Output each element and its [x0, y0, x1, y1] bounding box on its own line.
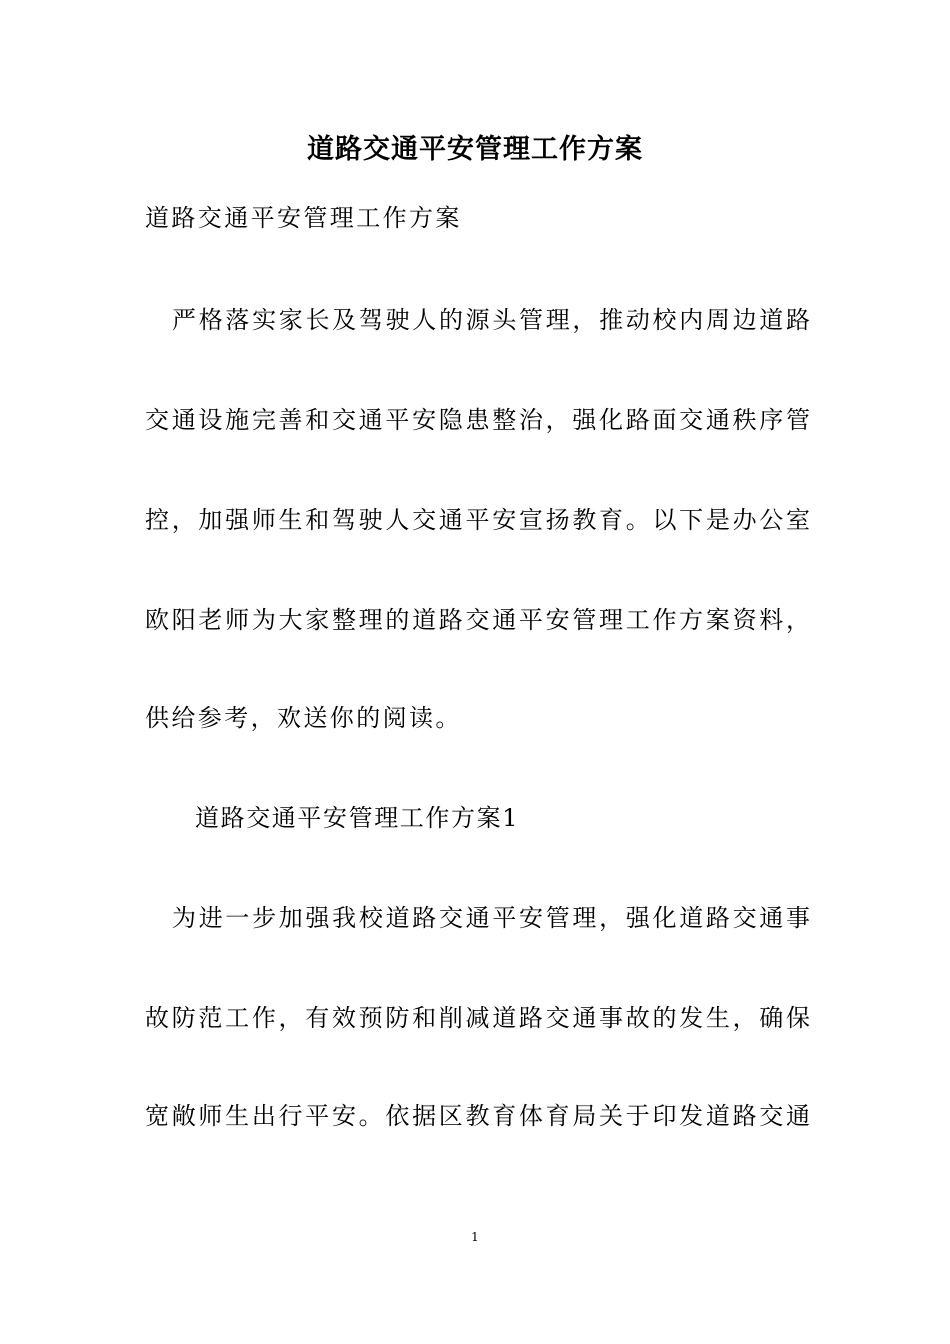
text-line: 故防范工作，有效预防和削减道路交通事故的发生，确保: [145, 1004, 810, 1032]
document-title: 道路交通平安管理工作方案: [307, 134, 643, 165]
text-line: 欧阳老师为大家整理的道路交通平安管理工作方案资料，: [145, 606, 810, 634]
text-line-subtitle: 道路交通平安管理工作方案: [145, 204, 462, 232]
text-line: 严格落实家长及驾驶人的源头管理，推动校内周边道路: [172, 306, 810, 334]
text-line: 宽敞师生出行平安。依据区教育体育局关于印发道路交通: [145, 1102, 810, 1130]
text-line: 供给参考，欢送你的阅读。: [145, 704, 462, 732]
text-line: 控，加强师生和驾驶人交通平安宣扬教育。以下是办公室: [145, 506, 810, 534]
text-line: 交通设施完善和交通平安隐患整治，强化路面交通秩序管: [145, 406, 810, 434]
page-number: 1: [471, 1230, 479, 1244]
text-line: 为进一步加强我校道路交通平安管理，强化道路交通事: [172, 904, 810, 932]
section-heading: 道路交通平安管理工作方案1: [195, 804, 520, 832]
